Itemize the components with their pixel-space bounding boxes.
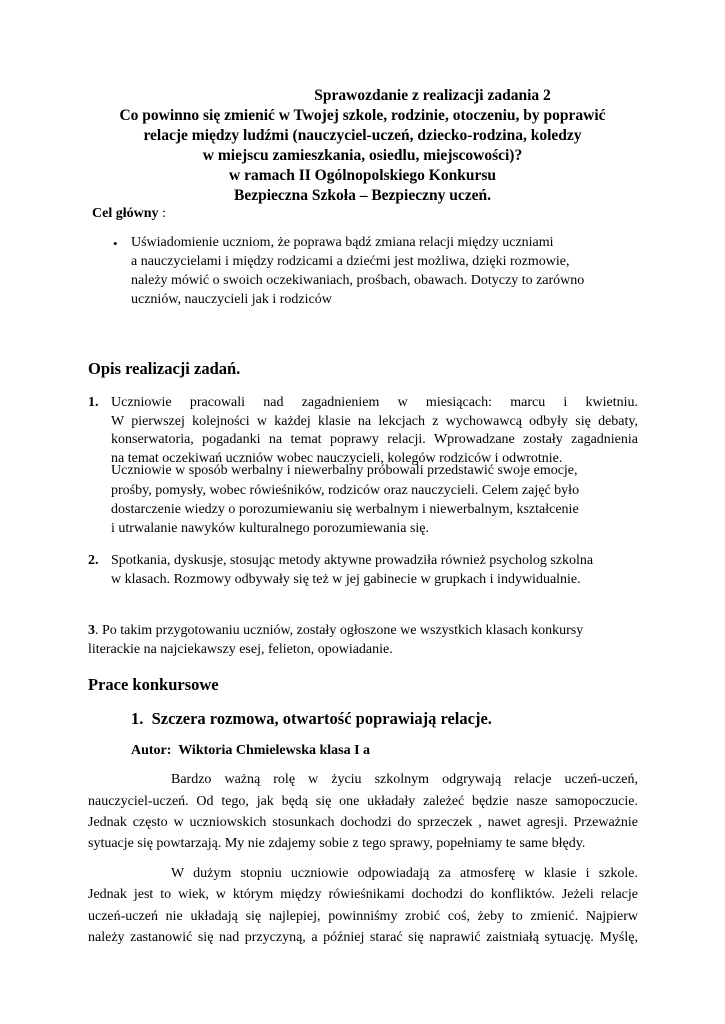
item1-line: prośby, pomysły, wobec rówieśników, rodziców oraz nauczycieli. Celem zajęć było xyxy=(111,483,580,498)
goal-line: uczniów, nauczycieli jak i rodziców xyxy=(131,292,332,307)
item3-line: literackie na najciekawszy esej, felieton, opowiadanie. xyxy=(88,642,393,657)
section-heading-opis: Opis realizacji zadań. xyxy=(88,359,241,378)
item2-line: Spotkania, dyskusje, stosując metody aktywne prowadziła również psycholog szkolna xyxy=(111,553,594,568)
item-number: 1. xyxy=(88,395,99,410)
para1-line: Bardzo ważną rolę w życiu szkolnym odgrywają relacje uczeń-uczeń, xyxy=(171,772,638,787)
item1-line: i utrwalanie nawyków kulturalnego porozumiewania się. xyxy=(111,521,430,536)
item-number: 2. xyxy=(88,553,99,568)
section-heading-prace: Prace konkursowe xyxy=(88,675,219,694)
para2-line: należy zastanowić się nad przyczyną, a później starać się naprawić zaistniałą sytuację. Myślę, xyxy=(88,930,638,945)
para1-line: nauczyciel-uczeń. Od tego, jak będą się one układały zależeć będzie nasze samopoczucie. xyxy=(88,794,638,809)
goal-line: a nauczycielami i między rodzicami a dziećmi jest możliwa, dzięki rozmowie, xyxy=(131,254,570,269)
goal-line: należy mówić o swoich oczekiwaniach, prośbach, obawach. Dotyczy to zarówno xyxy=(131,273,585,288)
item1-line: konserwatoria, pogadanki na temat poprawy relacji. Wprowadzane zostały zagadnienia xyxy=(111,432,638,447)
title-line-1: Sprawozdanie z realizacji zadania 2 xyxy=(314,87,551,104)
para2-line: Jednak jest to wiek, w którym między rówieśnikami dochodzi do konfliktów. Jeżeli relacje xyxy=(88,887,638,902)
title-line-2: Co powinno się zmienić w Twojej szkole, rodzinie, otoczeniu, by poprawić xyxy=(119,107,606,124)
work-author: Autor: Wiktoria Chmielewska klasa I a xyxy=(131,743,371,758)
item3-line: 3. Po takim przygotowaniu uczniów, zostały ogłoszone we wszystkich klasach konkursy xyxy=(88,623,584,638)
para1-line: Jednak często w uczniowskich stosunkach dochodzi do sprzeczek , nawet agresji. Przeważnie xyxy=(88,815,638,830)
title-line-4: w miejscu zamieszkania, osiedlu, miejscowości)? xyxy=(202,147,523,164)
title-line-5: w ramach II Ogólnopolskiego Konkursu xyxy=(229,167,496,184)
item1-line: W pierwszej kolejności w każdej klasie na lekcjach z wychowawcą odbyły się debaty, xyxy=(111,414,638,429)
goal-label: Cel główny : xyxy=(92,206,166,221)
work-title: 1. Szczera rozmowa, otwartość poprawiają relacje. xyxy=(131,709,492,728)
item1-line: Uczniowie pracowali nad zagadnieniem w miesiącach: marcu i kwietniu. xyxy=(111,395,638,410)
para2-line: uczeń-uczeń nie układają się najlepiej, powinniśmy zrobić coś, żeby to zmienić. Najpierw xyxy=(88,909,638,924)
para2-line: W dużym stopniu uczniowie odpowiadają za atmosferę w klasie i szkole. xyxy=(171,866,638,881)
item1-line: dostarczenie wiedzy o porozumiewaniu się werbalnym i niewerbalnym, kształcenie xyxy=(111,502,579,517)
title-line-3: relacje między ludźmi (nauczyciel-uczeń, dziecko-rodzina, koledzy xyxy=(143,127,582,144)
bullet-icon: • xyxy=(113,236,118,251)
goal-line: Uświadomienie uczniom, że poprawa bądź zmiana relacji między uczniami xyxy=(131,235,554,250)
item2-line: w klasach. Rozmowy odbywały się też w jej gabinecie w grupkach i indywidualnie. xyxy=(111,572,581,587)
title-line-6: Bezpieczna Szkoła – Bezpieczny uczeń. xyxy=(234,187,491,204)
item1-line: na temat oczekiwań uczniów wobec nauczycieli, kolegów rodziców i odwrotnie. xyxy=(111,451,563,466)
para1-line: sytuacje się powtarzają. My nie zdajemy sobie z tego sprawy, popełniamy te same błędy. xyxy=(88,836,586,851)
item1-line: Uczniowie w sposób werbalny i niewerbalny próbowali przedstawić swoje emocje, xyxy=(111,463,578,478)
